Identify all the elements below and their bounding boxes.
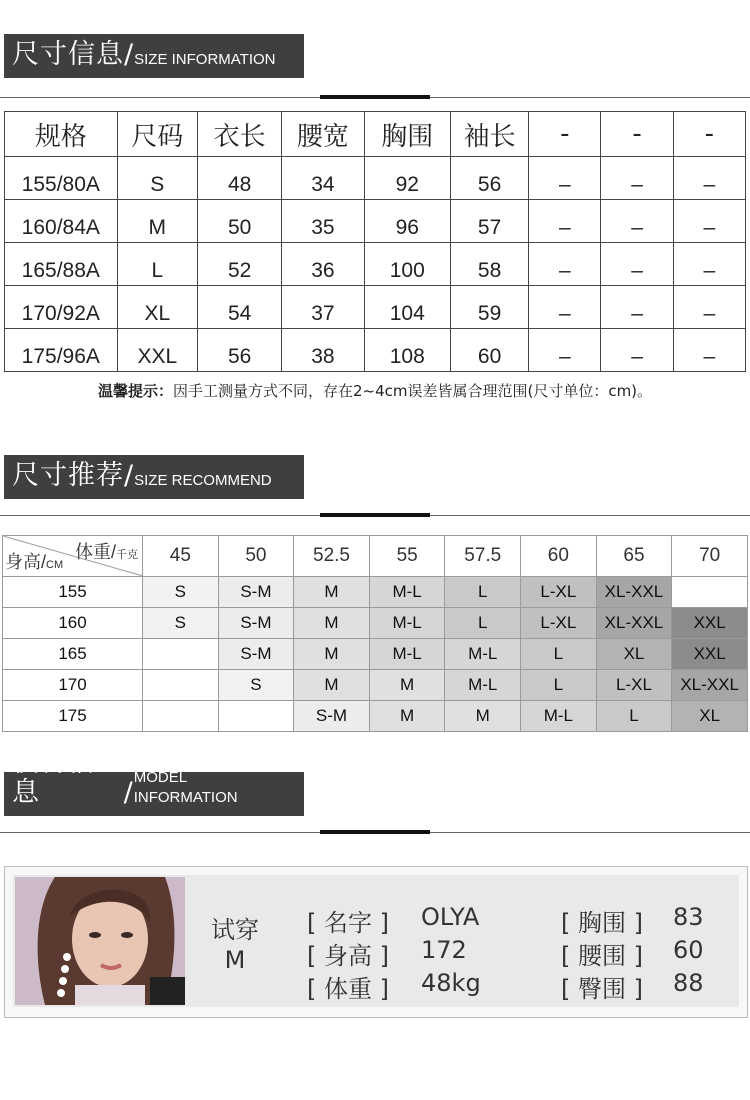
size-table-cell: 175/96A: [5, 329, 118, 372]
size-table-cell: 59: [450, 286, 528, 329]
recommend-corner-cell: [3, 536, 143, 577]
size-table-cell: 52: [198, 243, 282, 286]
recommended-size-cell: M: [294, 639, 370, 670]
size-table-cell: 56: [450, 157, 528, 200]
size-table-cell: 155/80A: [5, 157, 118, 200]
size-table-cell: –: [529, 200, 601, 243]
weight-column-header: 57.5: [445, 536, 521, 577]
size-table-header-cell: 胸围: [364, 112, 450, 157]
recommended-size-cell: [143, 639, 219, 670]
size-table-cell: –: [601, 157, 673, 200]
weight-column-header: 65: [596, 536, 672, 577]
weight-column-header: 50: [218, 536, 294, 577]
recommended-size-cell: M: [294, 670, 370, 701]
size-table-row: [5, 243, 746, 286]
size-table-cell: –: [673, 329, 745, 372]
section-header-size-info: [4, 34, 304, 78]
height-row-header: 160: [3, 608, 143, 639]
weight-column-header: 45: [143, 536, 219, 577]
size-table-cell: 108: [364, 329, 450, 372]
recommended-size-cell: [143, 701, 219, 732]
size-table-cell: –: [673, 200, 745, 243]
model-attribute-label: [ 体重 ]: [307, 975, 389, 1003]
recommended-size-cell: M: [369, 670, 445, 701]
size-table-cell: –: [529, 286, 601, 329]
size-table-row: [5, 200, 746, 243]
model-info-card: [4, 866, 748, 1018]
recommended-size-cell: XL-XXL: [596, 577, 672, 608]
recommended-size-cell: S-M: [218, 577, 294, 608]
size-table-header-cell: 尺码: [117, 112, 197, 157]
recommended-size-cell: M-L: [445, 639, 521, 670]
model-portrait-image: [15, 877, 185, 1005]
size-table-header-cell: -: [673, 112, 745, 157]
recommended-size-cell: M-L: [369, 608, 445, 639]
section-title-zh: 模特信息: [12, 747, 96, 808]
size-tip: [0, 380, 750, 401]
recommend-row: [3, 577, 748, 608]
height-axis-label: [5, 548, 63, 574]
recommended-size-cell: S-M: [294, 701, 370, 732]
size-table-cell: 58: [450, 243, 528, 286]
model-attribute-value: 88: [673, 969, 704, 997]
size-table-cell: 104: [364, 286, 450, 329]
size-table-cell: 60: [450, 329, 528, 372]
weight-column-header: 70: [672, 536, 748, 577]
size-table-cell: 37: [282, 286, 364, 329]
recommended-size-cell: M: [294, 608, 370, 639]
recommended-size-cell: [143, 670, 219, 701]
recommended-size-cell: M: [294, 577, 370, 608]
size-table-cell: 48: [198, 157, 282, 200]
height-row-header: 155: [3, 577, 143, 608]
recommended-size-cell: S: [218, 670, 294, 701]
size-table-cell: –: [529, 157, 601, 200]
height-row-header: 170: [3, 670, 143, 701]
recommended-size-cell: S-M: [218, 608, 294, 639]
recommended-size-cell: L-XL: [596, 670, 672, 701]
size-table-header-cell: -: [529, 112, 601, 157]
recommended-size-cell: XL: [672, 701, 748, 732]
height-row-header: 175: [3, 701, 143, 732]
trial-size: [211, 915, 259, 975]
size-table-row: [5, 329, 746, 372]
recommended-size-cell: L: [521, 639, 597, 670]
recommended-size-cell: XXL: [672, 608, 748, 639]
size-table-header-cell: 腰宽: [282, 112, 364, 157]
recommended-size-cell: L: [445, 608, 521, 639]
size-table-cell: 54: [198, 286, 282, 329]
size-table-header-cell: 袖长: [450, 112, 528, 157]
size-table-header-row: [5, 112, 746, 157]
section-title-slash: /: [124, 39, 134, 70]
recommended-size-cell: L: [445, 577, 521, 608]
recommended-size-cell: L: [521, 670, 597, 701]
section-title-slash: /: [124, 460, 134, 491]
size-table-cell: –: [601, 329, 673, 372]
section-header-size-recommend: [4, 455, 304, 499]
model-attribute-value: 48kg: [421, 969, 481, 997]
size-table-cell: 96: [364, 200, 450, 243]
size-table-cell: 38: [282, 329, 364, 372]
section-title-en: SIZE INFORMATION: [134, 51, 276, 68]
weight-column-header: 52.5: [294, 536, 370, 577]
section-title-en: SIZE RECOMMEND: [134, 472, 272, 489]
divider-accent: [320, 513, 430, 517]
model-info-panel: [13, 875, 739, 1007]
recommended-size-cell: XL: [596, 639, 672, 670]
divider-accent: [320, 830, 430, 834]
size-table-cell: –: [601, 286, 673, 329]
tip-text: 因手工测量方式不同，存在2~4cm误差皆属合理范围(尺寸单位：cm)。: [172, 382, 653, 400]
trial-size-value: M: [224, 946, 246, 974]
trial-label: 试穿: [211, 916, 259, 944]
recommended-size-cell: M: [445, 701, 521, 732]
size-table-cell: XXL: [117, 329, 197, 372]
recommend-row: [3, 701, 748, 732]
size-table-cell: 34: [282, 157, 364, 200]
size-table-cell: –: [673, 286, 745, 329]
size-table-cell: L: [117, 243, 197, 286]
model-attribute-label: [ 名字 ]: [307, 909, 389, 937]
size-table-cell: 56: [198, 329, 282, 372]
size-table-cell: –: [601, 200, 673, 243]
size-table-cell: –: [673, 157, 745, 200]
section-header-model-info: [4, 747, 304, 816]
section-title-en: MODEL INFORMATION: [133, 769, 238, 806]
size-table-cell: –: [673, 243, 745, 286]
size-table-row: [5, 286, 746, 329]
model-attribute-value: 172: [421, 936, 467, 964]
tip-label: 温馨提示：: [97, 382, 173, 400]
section-title-zh: 尺寸信息: [12, 39, 124, 70]
size-table-cell: 100: [364, 243, 450, 286]
recommended-size-cell: M: [369, 701, 445, 732]
size-table-cell: 170/92A: [5, 286, 118, 329]
size-table-header-cell: 衣长: [198, 112, 282, 157]
recommended-size-cell: M-L: [369, 577, 445, 608]
recommended-size-cell: S: [143, 608, 219, 639]
recommend-row: [3, 639, 748, 670]
size-table-cell: –: [601, 243, 673, 286]
size-table-cell: XL: [117, 286, 197, 329]
recommend-row: [3, 608, 748, 639]
size-table-cell: 92: [364, 157, 450, 200]
height-label: 身高/: [5, 552, 47, 572]
size-table-cell: 57: [450, 200, 528, 243]
recommended-size-cell: XL-XXL: [672, 670, 748, 701]
size-table-header-cell: -: [601, 112, 673, 157]
weight-unit: 千克: [116, 549, 139, 561]
model-attribute-value: 83: [673, 903, 704, 931]
recommended-size-cell: M-L: [369, 639, 445, 670]
model-attribute-value: OLYA: [421, 903, 480, 931]
size-table-row: [5, 157, 746, 200]
size-table-cell: 36: [282, 243, 364, 286]
size-table-cell: –: [529, 243, 601, 286]
recommended-size-cell: L-XL: [521, 608, 597, 639]
model-photo: [15, 877, 185, 1005]
divider-accent: [320, 95, 430, 99]
model-attribute-label: [ 身高 ]: [307, 942, 389, 970]
recommended-size-cell: M-L: [521, 701, 597, 732]
weight-column-header: 60: [521, 536, 597, 577]
recommend-header-row: [3, 536, 748, 577]
recommend-row: [3, 670, 748, 701]
recommended-size-cell: [218, 701, 294, 732]
size-table-header-cell: 规格: [5, 112, 118, 157]
recommended-size-cell: M-L: [445, 670, 521, 701]
size-table-cell: M: [117, 200, 197, 243]
section-title-zh: 尺寸推荐: [12, 460, 124, 491]
height-unit: CM: [46, 559, 64, 571]
recommended-size-cell: [672, 577, 748, 608]
size-table-cell: S: [117, 157, 197, 200]
size-table-cell: –: [529, 329, 601, 372]
size-table-cell: 165/88A: [5, 243, 118, 286]
model-attribute-label: [ 臀围 ]: [561, 975, 643, 1003]
size-recommend-table: [2, 535, 748, 732]
weight-axis-label: [75, 538, 138, 564]
section-title-slash: /: [123, 777, 133, 808]
recommended-size-cell: L: [596, 701, 672, 732]
height-row-header: 165: [3, 639, 143, 670]
recommended-size-cell: S-M: [218, 639, 294, 670]
weight-label: 体重/: [75, 542, 117, 562]
model-attribute-value: 60: [673, 936, 704, 964]
weight-column-header: 55: [369, 536, 445, 577]
model-attribute-label: [ 腰围 ]: [561, 942, 643, 970]
recommended-size-cell: S: [143, 577, 219, 608]
size-table-cell: 160/84A: [5, 200, 118, 243]
size-table-cell: 35: [282, 200, 364, 243]
recommended-size-cell: XXL: [672, 639, 748, 670]
model-attribute-label: [ 胸围 ]: [561, 909, 643, 937]
size-table-cell: 50: [198, 200, 282, 243]
recommended-size-cell: L-XL: [521, 577, 597, 608]
recommended-size-cell: XL-XXL: [596, 608, 672, 639]
size-information-table: [4, 111, 746, 372]
